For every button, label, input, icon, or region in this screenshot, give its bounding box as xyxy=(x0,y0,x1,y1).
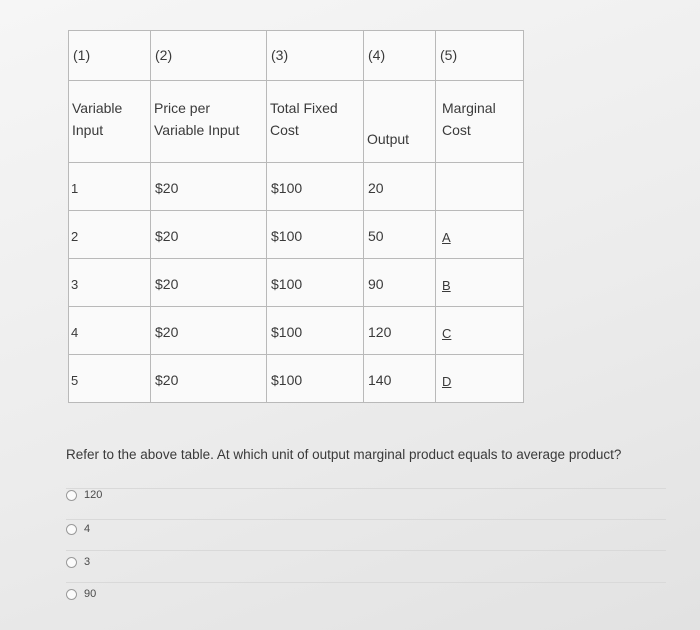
fixed-cost-cell: $100 xyxy=(271,228,303,244)
column-number: (2) xyxy=(151,31,267,81)
answer-option[interactable] xyxy=(66,523,90,535)
divider xyxy=(66,519,666,520)
option-label: 90 xyxy=(84,588,97,600)
divider xyxy=(66,582,666,583)
table-number-row xyxy=(69,31,524,81)
table-row xyxy=(69,307,524,355)
marginal-cost-link[interactable]: B xyxy=(442,278,451,293)
price-cell: $20 xyxy=(155,276,179,292)
input-cell: 4 xyxy=(71,325,79,340)
price-cell: $20 xyxy=(155,372,179,388)
column-number: (3) xyxy=(267,31,364,81)
column-number: (5) xyxy=(436,31,524,81)
divider xyxy=(66,488,666,489)
header-price-per-variable-input: Price per Variable Input xyxy=(151,81,267,163)
output-cell: 120 xyxy=(368,324,392,340)
radio-button[interactable] xyxy=(66,557,77,568)
output-cell: 20 xyxy=(368,180,384,196)
option-label: 4 xyxy=(84,523,91,535)
input-cell: 5 xyxy=(71,373,79,388)
input-cell: 2 xyxy=(71,229,79,244)
table-row xyxy=(69,355,524,403)
radio-button[interactable] xyxy=(66,524,77,535)
table-row xyxy=(69,259,524,307)
marginal-cost-link[interactable]: C xyxy=(442,326,452,341)
radio-button[interactable] xyxy=(66,589,77,600)
output-cell: 140 xyxy=(368,372,392,388)
table-header-row xyxy=(69,81,524,163)
header-total-fixed-cost: Total Fixed Cost xyxy=(267,81,364,163)
fixed-cost-cell: $100 xyxy=(271,180,303,196)
header-marginal-cost: Marginal Cost xyxy=(436,81,524,163)
answer-option[interactable] xyxy=(66,489,102,501)
fixed-cost-cell: $100 xyxy=(271,372,303,388)
header-variable-input: Variable Input xyxy=(69,81,151,163)
price-cell: $20 xyxy=(155,228,179,244)
output-cell: 50 xyxy=(368,228,384,244)
input-cell: 1 xyxy=(71,181,79,196)
input-cell: 3 xyxy=(71,277,79,292)
divider xyxy=(66,550,666,551)
option-label: 120 xyxy=(84,489,103,501)
answer-option[interactable] xyxy=(66,556,90,568)
radio-button[interactable] xyxy=(66,490,77,501)
cost-table xyxy=(68,30,524,403)
column-number: (1) xyxy=(69,31,151,81)
column-number: (4) xyxy=(364,31,436,81)
fixed-cost-cell: $100 xyxy=(271,324,303,340)
header-output: Output xyxy=(364,81,436,163)
marginal-cost-link[interactable]: A xyxy=(442,230,451,245)
table-row xyxy=(69,211,524,259)
price-cell: $20 xyxy=(155,324,179,340)
fixed-cost-cell: $100 xyxy=(271,276,303,292)
option-label: 3 xyxy=(84,556,91,568)
price-cell: $20 xyxy=(155,180,179,196)
answer-option[interactable] xyxy=(66,588,96,600)
output-cell: 90 xyxy=(368,276,384,292)
marginal-cost-link[interactable]: D xyxy=(442,374,452,389)
question-text: Refer to the above table. At which unit of output marginal product equals to average product? xyxy=(66,447,622,462)
table-row xyxy=(69,163,524,211)
